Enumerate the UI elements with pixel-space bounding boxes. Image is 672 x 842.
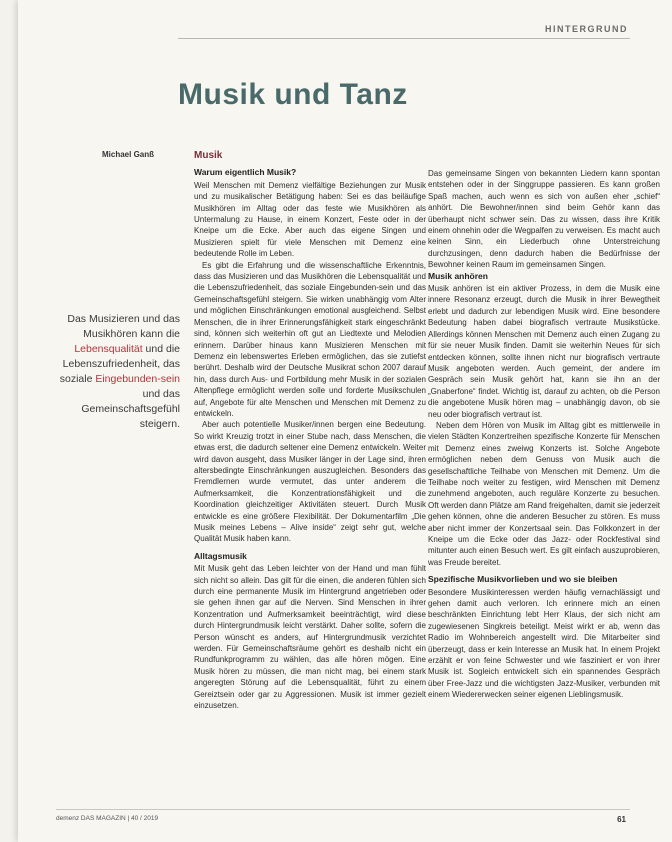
pull-quote-text: Das Musizieren und das Musikhören kann die (67, 313, 180, 340)
paragraph: Musik anhören ist ein aktiver Prozess, in dem die Musik eine innere Resonanz erzeugt, durch die Musik in ihrer Bewegtheit erlebt und dadurch zur lebendigen Musik wird. Eine besondere Bedeutung haben dabei biografisch vertraute Musikstücke. Allerdings können Menschen mit Demenz auch einen Zugang zu für sie neuer Musik finden. Damit sie weiterhin Neues für sich entdecken können, sollte ihnen nicht nur biografisch vertraute Musik angeboten werden. Auch gemeint, der andere im Gespräch sein Musik gehört hat, kann sie ihn an der „Gnaberfone“ findet. Wichtig ist, darauf zu achten, ob die Person die angebotene Musik hören mag – unabhängig davon, ob sie neu oder biografisch vertraut ist. (428, 284, 660, 419)
paragraph: Weil Menschen mit Demenz vielfältige Beziehungen zur Musik und zu musikalischer Betätigung haben: Sei es das beiläufige Musikhören im Alltag oder das feste wie Musikhören als Untermalung zu Hause, in einem Konzert, Feste oder in der Kneipe um die Ecke. Aber auch das eigene Singen und Musizieren spielt für viele Menschen mit Demenz eine bedeutende Rolle im Leben. (194, 180, 426, 259)
paragraph: Mit Musik geht das Leben leichter von der Hand und man fühlt sich nicht so allein. Das gilt für die einen, die anderen fühlen sich durch eine permanente Musik im Hintergrund angetrieben oder sie gehen ihnen gar auf die Nerven. Sind Menschen in ihrer Konzentration und Aufmerksamkeit beeinträchtigt, wird diese durch Hintergrundmusik leicht verstärkt. Daher sollte, sofern die Person wünscht es anders, auf Hintergrundmusik verzichtet werden. Für Gemeinschaftsräume gehört es deshalb nicht ein Rundfunkprogramm zu wählen, das alle hören mögen. Eine Musik hören zu müssen, die man nicht mag, bei einem stark angeregten Störung auf die Lebensqualität, führt zu einem Gereiztsein oder gar zu Aggressionen. Musik ist immer gezielt einzusetzen. (194, 564, 426, 711)
paragraph: Neben dem Hören von Musik im Alltag gibt es mittlerweile in vielen Städten Konzertreihen spezifische Konzerte für Menschen mit Demenz eines zweiwg Konzerts ist. Solche Angebote ermöglichen neben dem Genuss von Musik auch die gesellschaftliche Teilhabe von Menschen mit Demenz. Um die Teilhabe noch weiter zu festigen, wird Menschen mit Demenz zunehmend angeboten, auch reguläre Konzerte zu besuchen. Oft werden dann Plätze am Rand freigehalten, damit sie jederzeit gehen können, ohne die anderen Besucher zu stören. Es muss aber nicht immer der Konzertsaal sein. Das Folkkonzert in der Kneipe um die Ecke oder das Jazz- oder Rockfestival sind mitunter auch einen Besuch wert. Es gilt einfach auszuprobieren, was Freude bereitet. (428, 420, 660, 567)
pull-quote-text: und die Lebenszufriedenheit, das soziale (59, 343, 180, 385)
pull-quote-highlight: Lebensqualität (74, 343, 143, 355)
subheading: Musik anhören (428, 270, 488, 281)
section-heading: Musik (194, 150, 223, 161)
subheading: Spezifische Musikvorlieben und wo sie bleiben (428, 574, 618, 585)
paragraph: Aber auch potentielle Musiker/innen bergen eine Bedeutung. So wirkt Kreuzig trotzt in einer Stube nach, dass Menschen, die etwas erst, die dadurch seltener eine Demenz entwickeln. Weiter wird davon ausgeht, dass Musiker länger in der Lage sind, ihren altersbedingte Einschränkungen auszugleichen. Besonders das Fremdlernen wurde vermutet, das unter anderem die Aufmerksamkeit, die Konzentrationsfähigkeit und die Koordination gleichzeitiger Aktivitäten steuert. Durch Musik entwickle es eine größere Flexibilität. Der Dokumentarfilm „Die Musik meines Lebens – Alive inside“ zeigt sehr gut, welche Qualität Musik haben kann. (194, 420, 426, 544)
article-column-1 (194, 150, 426, 712)
pull-quote-text: und das Gemeinschaftsgefühl steigern. (81, 388, 180, 430)
header-rule (178, 38, 630, 39)
pull-quote (58, 312, 180, 432)
magazine-page (18, 0, 672, 842)
paragraph: Es gibt die Erfahrung und die wissenschaftliche Erkenntnis, dass das Musizieren und das Musikhören die Lebensqualität und die Lebenszufriedenheit, das soziale Eingebunden-sein und das Gemeinschaftsgefühl steigern. Sie wirken unabhängig vom Alter und möglichen Einschränkungen emotional ausgleichend. Selbst Menschen, die in ihrer Erinnerungsfähigkeit stark eingeschränkt sind, können sich weiterhin oft gut an Liedtexte und Melodien erinnern. Darüber hinaus kann Musizieren Menschen mit Demenz ein lebenswertes Erleben ermöglichen, das sie zutiefst berührt. Deshalb wird der Deutsche Musikrat schon 2007 darauf hin, dass durch Aus- und Fortbildung mehr Musik in der sozialen Altenpflege ermöglicht werden solle und forderte Musikschulen auf, Angebote für alte Menschen und Menschen mit Demenz zu entwickeln. (194, 260, 426, 418)
footer-publication: demenz DAS MAGAZIN | 40 / 2019 (56, 815, 159, 822)
page-title: Musik und Tanz (178, 78, 408, 111)
subheading: Warum eigentlich Musik? (194, 167, 297, 178)
page-number: 61 (617, 815, 626, 824)
paragraph: Das gemeinsame Singen von bekannten Liedern kann spontan entstehen oder in der Singgruppe passieren. Es kann großen Spaß machen, auch wenn es sich von außen eher „schief“ anhört. Die Bewohner/innen sind beim Gehör kann das überhaupt nicht schwer sein. Das zu wissen, dass ihre Kritik einem ohnehin oder die Wegpalfen zu verweisen. Es macht auch keinen Sinn, ein Liederbuch ohne Unterstreichung durchzusingen, denn dadurch haben die Bedürfnisse der Bewohner keinen Raum im gemeinsamen Singen. (428, 169, 660, 270)
footer-rule (56, 809, 630, 810)
author-name: Michael Ganß (102, 150, 155, 159)
pull-quote-highlight: Eingebunden-sein (95, 373, 180, 385)
section-label: HINTERGRUND (545, 24, 628, 34)
paragraph: Besondere Musikinteressen werden häufig vernachlässigt und gehen damit auch verloren. Ich erinnere mich an einen beschränkten Einrichtung lebt Herr Klaus, der sich nicht am zugewiesenen Singkreis beteiligt. Meist wirkt er ab, wenn das Radio im Wohnbereich angestellt wird. Die Mitarbeiter sind überzeugt, dass er kein Interesse an Musik hat. In einem Projekt erzählt er von feine Schwester und wie fasziniert er von ihrer Musik ist. Sogleich entwickelt sich ein spannendes Gespräch über Free-Jazz und die wichtigsten Jazz-Musiker, verbunden mit einem Wiedererwecken seiner eigenen Lieblingsmusik. (428, 587, 660, 700)
subheading: Alltagsmusik (194, 550, 247, 561)
article-column-2 (428, 168, 660, 701)
